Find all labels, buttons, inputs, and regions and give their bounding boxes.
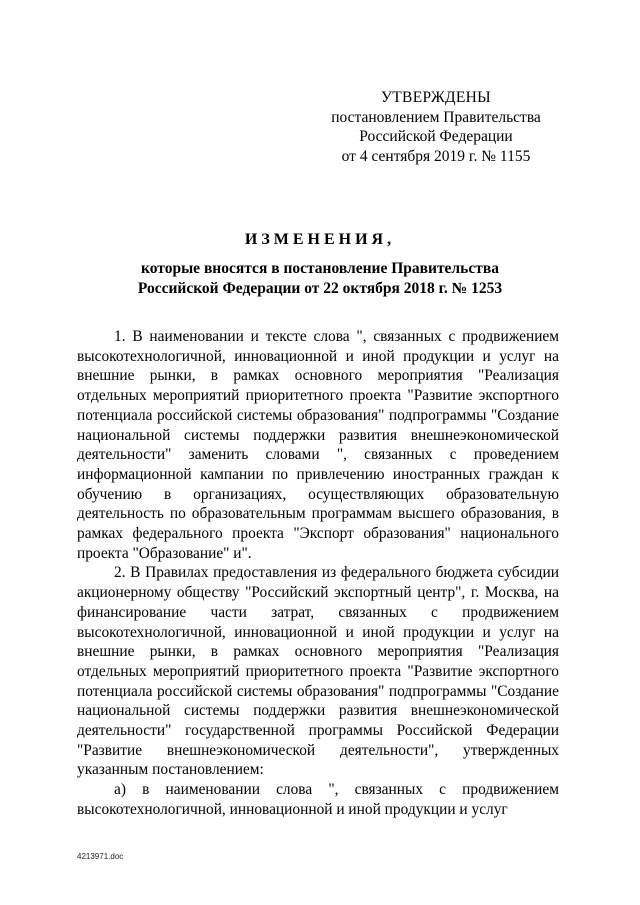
document-title: ИЗМЕНЕНИЯ, [244,231,396,248]
paragraph-2: 2. В Правилах предоставления из федерального бюджета субсидии акционерному обществу "Российский экспортный центр", г. Москва, на финансирование части затрат, связанных с продвижением высокотехнологичной, инновационной и иной продукции и услуг на внешние рынки, в рамках основного мероприятия "Реализация отдельных мероприятий приоритетного проекта "Развитие экспортного потенциала российской системы образования" подпрограммы "Создание национальной системы поддержки развития внешнеэкономической деятельности" государственной программы Российской Федерации "Развитие внешнеэкономической деятельности", утвержденных указанным постановлением: [77,564,559,779]
subtitle-line-1: которые вносятся в постановление Правительства [141,260,499,277]
document-body [77,327,559,820]
subtitle-line-2: Российской Федерации от 22 октября 2018 г. № 1253 [137,280,503,297]
approval-line-1: постановлением Правительства [331,108,541,126]
paragraph-2a: а) в наименовании слова ", связанных с продвижением высокотехнологичной, инновационной и иной продукции и услуг [77,781,559,818]
paragraph-1: 1. В наименовании и тексте слова ", связанных с продвижением высокотехнологичной, инновационной и иной продукции и услуг на внешние рынки, в рамках основного мероприятия "Реализация отдельных мероприятий приоритетного проекта "Развитие экспортного потенциала российской системы образования" подпрограммы "Создание национальной системы поддержки развития внешнеэкономической деятельности" заменить словами ", связанных с проведением информационной кампании по привлечению иностранных граждан к обучению в организациях, осуществляющих образовательную деятельность по образовательным программам высшего образования, в рамках федерального проекта "Экспорт образования" национального проекта "Образование" и". [77,328,559,562]
approval-heading: УТВЕРЖДЕНЫ [381,89,491,106]
document-file-code: 4213971.doc [77,852,124,861]
approval-line-3: от 4 сентября 2019 г. № 1155 [341,147,531,165]
approval-block [320,88,552,166]
document-subtitle [0,259,640,299]
approval-line-2: Российской Федерации [359,128,513,145]
